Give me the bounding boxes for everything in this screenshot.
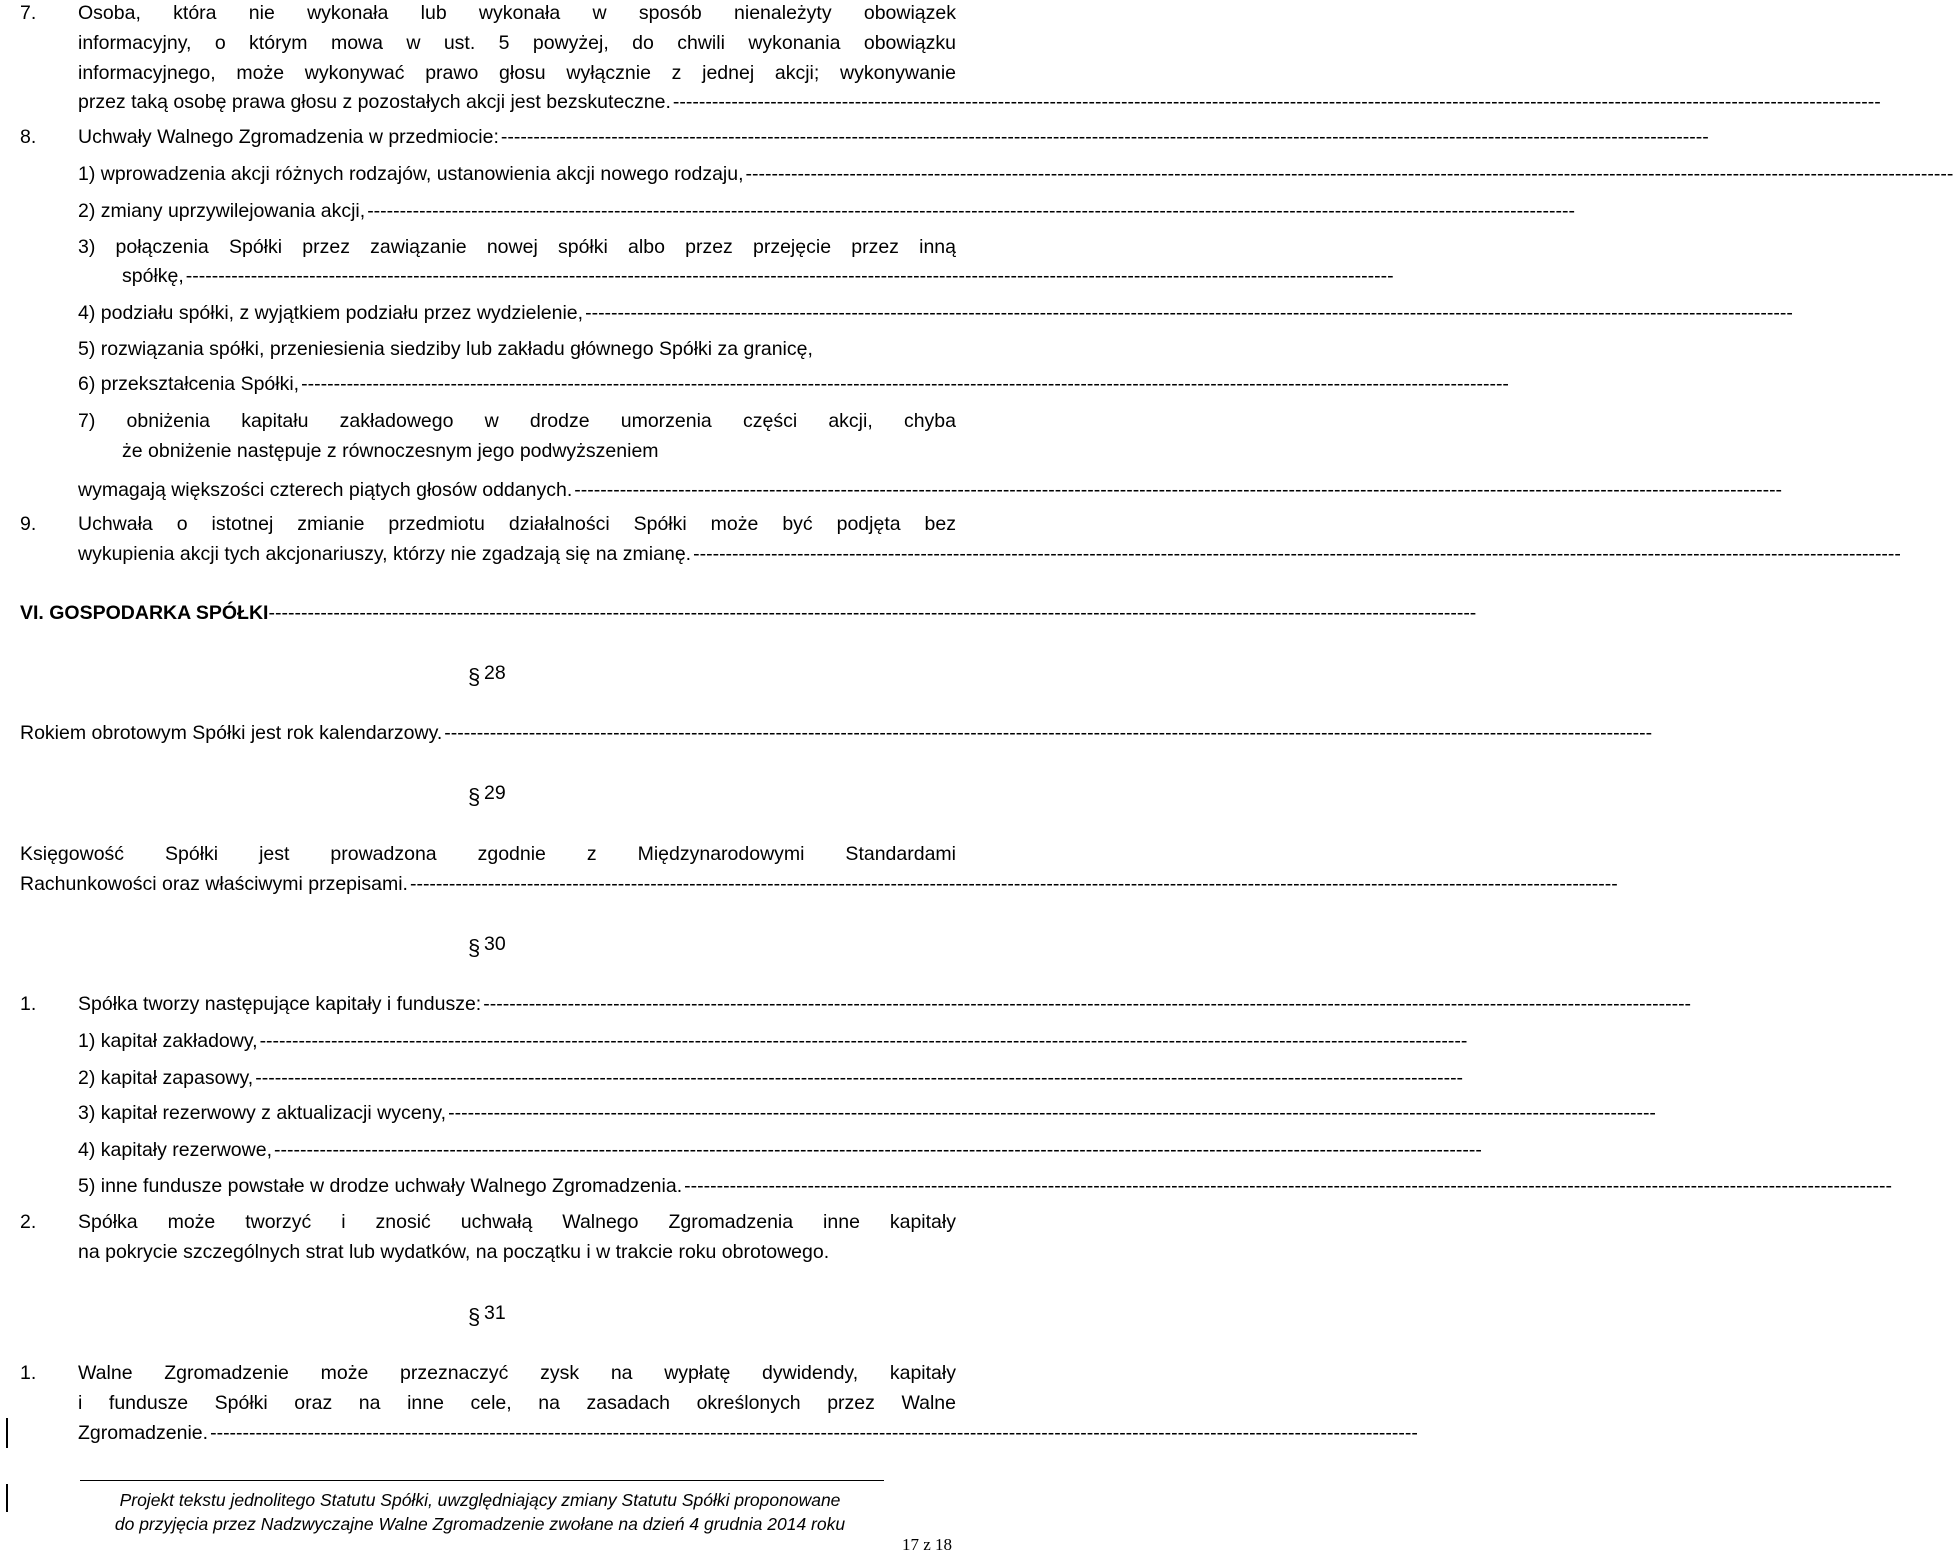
item-number: 8. xyxy=(20,126,37,148)
item-number: 7. xyxy=(20,2,37,24)
section-symbol: § xyxy=(468,935,481,960)
list-item xyxy=(78,1137,1482,1163)
dash-filler: ------------------------------------------------------------------------------------------------------------------------------------------------------------------------------------------ xyxy=(409,873,1618,895)
dash-filler: ------------------------------------------------------------------------------------------------------------------------------------------------------------------------------------------ xyxy=(574,479,1783,501)
paragraph-line xyxy=(78,541,1901,567)
dash-filler: ------------------------------------------------------------------------------------------------------------------------------------------------------------------------------------------ xyxy=(259,1030,1468,1052)
list-item-text: 4) podziału spółki, z wyjątkiem podziału przez wydzielenie, xyxy=(78,302,584,324)
paragraph-text: Osoba, która nie wykonała lub wykonała w sposób nienależyty obowiązek xyxy=(78,2,956,24)
dash-filler: ------------------------------------------------------------------------------------------------------------------------------------------------------------------------------------------ xyxy=(185,265,1394,287)
dash-filler: ------------------------------------------------------------------------------------------------------------------------------------------------------------------------------------------ xyxy=(268,602,1477,624)
dash-filler: ------------------------------------------------------------------------------------------------------------------------------------------------------------------------------------------ xyxy=(301,373,1509,395)
list-item-text: że obniżenie następuje z równoczesnym jego podwyższeniem xyxy=(122,440,659,462)
dash-filler: ------------------------------------------------------------------------------------------------------------------------------------------------------------------------------------------ xyxy=(255,1067,1464,1089)
paragraph-text: wymagają większości czterech piątych głosów oddanych. xyxy=(78,479,573,501)
paragraph-number: 29 xyxy=(484,782,506,804)
list-item xyxy=(78,161,1953,187)
paragraph-line xyxy=(78,477,1783,503)
paragraph-line xyxy=(78,1420,1418,1446)
list-item xyxy=(122,263,1394,289)
list-item-text: 5) rozwiązania spółki, przeniesienia siedziby lub zakładu głównego Spółki za granicę, xyxy=(78,338,813,360)
list-item xyxy=(78,1065,1464,1091)
paragraph-text: i fundusze Spółki oraz na inne cele, na zasadach określonych przez Walne xyxy=(78,1392,956,1414)
paragraph-number: 31 xyxy=(484,1302,506,1324)
item-number: 2. xyxy=(20,1211,37,1233)
list-item-text: 2) zmiany uprzywilejowania akcji, xyxy=(78,200,366,222)
list-item xyxy=(78,1173,1892,1199)
dash-filler: ------------------------------------------------------------------------------------------------------------------------------------------------------------------------------------------ xyxy=(500,126,1709,148)
footer-rule xyxy=(80,1480,884,1481)
paragraph-line xyxy=(78,89,1881,115)
paragraph-text: informacyjny, o którym mowa w ust. 5 powyżej, do chwili wykonania obowiązku xyxy=(78,32,956,54)
dash-filler: ------------------------------------------------------------------------------------------------------------------------------------------------------------------------------------------ xyxy=(585,302,1793,324)
paragraph-text: na pokrycie szczególnych strat lub wydatków, na początku i w trakcie roku obrotowego. xyxy=(78,1241,830,1263)
list-item-text: 2) kapitał zapasowy, xyxy=(78,1067,254,1089)
list-item-text: 4) kapitały rezerwowe, xyxy=(78,1139,272,1161)
paragraph-text: Rokiem obrotowym Spółki jest rok kalendarzowy. xyxy=(20,722,443,744)
change-bar xyxy=(6,1418,8,1448)
dash-filler: ------------------------------------------------------------------------------------------------------------------------------------------------------------------------------------------ xyxy=(444,722,1653,744)
footer-text: do przyjęcia przez Nadzwyczajne Walne Zgromadzenie zwołane na dzień 4 grudnia 2014 roku xyxy=(114,1514,846,1534)
item-number: 1. xyxy=(20,1362,37,1384)
dash-filler: ------------------------------------------------------------------------------------------------------------------------------------------------------------------------------------------ xyxy=(693,543,1901,565)
dash-filler: ------------------------------------------------------------------------------------------------------------------------------------------------------------------------------------------ xyxy=(367,200,1576,222)
paragraph-text: Spółka tworzy następujące kapitały i fundusze: xyxy=(78,993,482,1015)
paragraph-number: 28 xyxy=(484,662,506,684)
section-heading xyxy=(20,600,1477,626)
list-item xyxy=(78,1100,1656,1126)
paragraph-number: 30 xyxy=(484,933,506,955)
dash-filler: ------------------------------------------------------------------------------------------------------------------------------------------------------------------------------------------ xyxy=(274,1139,1482,1161)
paragraph-text: Uchwały Walnego Zgromadzenia w przedmiocie: xyxy=(78,126,499,148)
list-item-text: spółkę, xyxy=(122,265,184,287)
change-bar xyxy=(6,1484,8,1512)
dash-filler: ------------------------------------------------------------------------------------------------------------------------------------------------------------------------------------------ xyxy=(672,91,1881,113)
section-symbol: § xyxy=(468,784,481,809)
paragraph-line xyxy=(20,871,1618,897)
list-item-text: 3) kapitał rezerwowy z aktualizacji wyceny, xyxy=(78,1102,447,1124)
list-item-text: 1) wprowadzenia akcji różnych rodzajów, ustanowienia akcji nowego rodzaju, xyxy=(78,163,744,185)
dash-filler: ------------------------------------------------------------------------------------------------------------------------------------------------------------------------------------------ xyxy=(448,1102,1656,1124)
paragraph-text: wykupienia akcji tych akcjonariuszy, którzy nie zgadzają się na zmianę. xyxy=(78,543,692,565)
paragraph-text: Księgowość Spółki jest prowadzona zgodnie z Międzynarodowymi Standardami xyxy=(20,843,956,865)
paragraph-line xyxy=(20,720,1653,746)
list-item-text: 5) inne fundusze powstałe w drodze uchwały Walnego Zgromadzenia. xyxy=(78,1175,683,1197)
section-title: VI. GOSPODARKA SPÓŁKI xyxy=(20,602,269,624)
paragraph-text: Spółka może tworzyć i znosić uchwałą Walnego Zgromadzenia inne kapitały xyxy=(78,1211,956,1233)
dash-filler: ------------------------------------------------------------------------------------------------------------------------------------------------------------------------------------------ xyxy=(483,993,1692,1015)
paragraph-text: Uchwała o istotnej zmianie przedmiotu działalności Spółki może być podjęta bez xyxy=(78,513,956,535)
dash-filler: ------------------------------------------------------------------------------------------------------------------------------------------------------------------------------------------ xyxy=(745,163,1953,185)
list-item xyxy=(78,371,1509,397)
paragraph-text: informacyjnego, może wykonywać prawo głosu wyłącznie z jednej akcji; wykonywanie xyxy=(78,62,956,84)
list-item xyxy=(78,300,1793,326)
list-item xyxy=(78,198,1576,224)
paragraph-text: Walne Zgromadzenie może przeznaczyć zysk na wypłatę dywidendy, kapitały xyxy=(78,1362,956,1384)
dash-filler: ------------------------------------------------------------------------------------------------------------------------------------------------------------------------------------------ xyxy=(684,1175,1892,1197)
paragraph-line xyxy=(78,124,1709,150)
section-symbol: § xyxy=(468,664,481,689)
item-number: 1. xyxy=(20,993,37,1015)
list-item-text: 6) przekształcenia Spółki, xyxy=(78,373,300,395)
paragraph-text: przez taką osobę prawa głosu z pozostałych akcji jest bezskuteczne. xyxy=(78,91,671,113)
section-symbol: § xyxy=(468,1304,481,1329)
list-item-text: 1) kapitał zakładowy, xyxy=(78,1030,258,1052)
list-item xyxy=(78,1028,1468,1054)
paragraph-text: Zgromadzenie. xyxy=(78,1422,209,1444)
paragraph-text: Rachunkowości oraz właściwymi przepisami. xyxy=(20,873,408,895)
paragraph-line xyxy=(78,991,1692,1017)
footer-text: Projekt tekstu jednolitego Statutu Spółki, uwzględniający zmiany Statutu Spółki proponowane xyxy=(119,1490,841,1510)
page-number: 17 z 18 xyxy=(901,1535,952,1554)
item-number: 9. xyxy=(20,513,37,535)
dash-filler: ------------------------------------------------------------------------------------------------------------------------------------------------------------------------------------------ xyxy=(210,1422,1418,1444)
list-item-text: 3) połączenia Spółki przez zawiązanie nowej spółki albo przez przejęcie przez inną xyxy=(78,236,956,258)
list-item-text: 7) obniżenia kapitału zakładowego w drodze umorzenia części akcji, chyba xyxy=(78,410,956,432)
